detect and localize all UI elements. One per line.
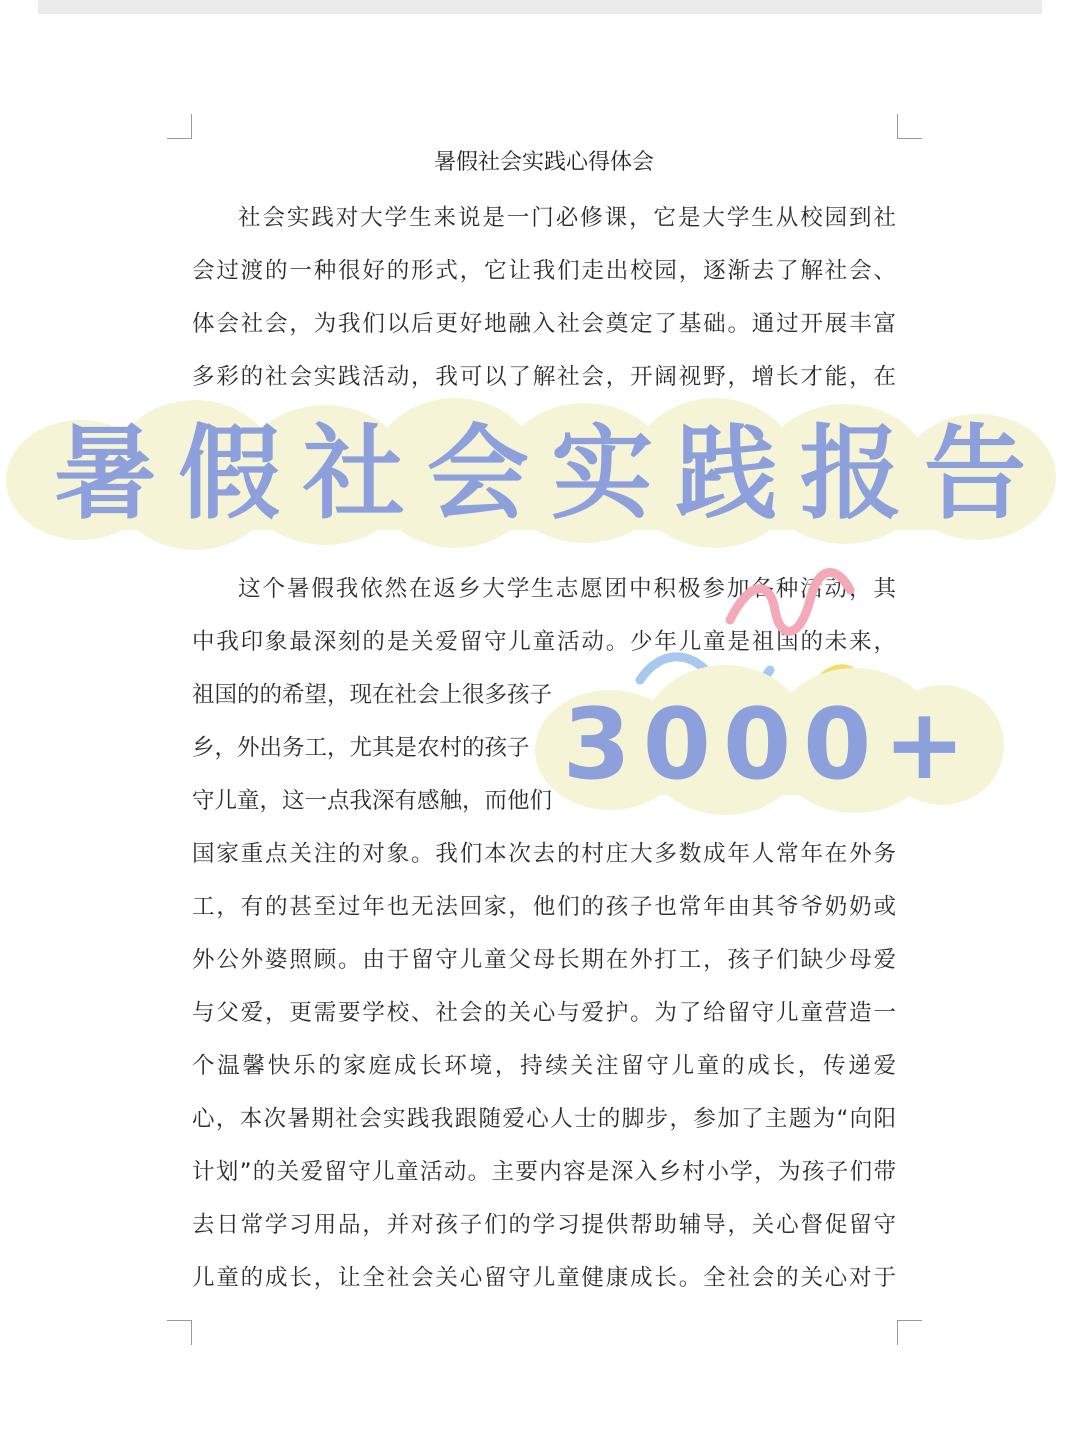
headline-text xyxy=(30,410,1050,540)
crop-mark-bottom-right xyxy=(897,1320,922,1345)
paragraph-line: 心，本次暑期社会实践我跟随爱心人士的脚步，参加了主题为“向阳 xyxy=(192,1106,896,1132)
paragraph-line: 守儿童，这一点我深有感触，而他们 xyxy=(192,788,553,814)
paragraph-line: 与父爱，更需要学校、社会的关心与爱护。为了给留守儿童营造一 xyxy=(192,1000,896,1026)
paragraph-line: 会过渡的一种很好的形式，它让我们走出校园，逐渐去了解社会、 xyxy=(192,258,896,284)
paragraph-line: 祖国的的希望，现在社会上很多孩子 xyxy=(192,682,553,708)
badge-word-count: 3000+ xyxy=(562,688,978,802)
headline-char: 践 xyxy=(675,415,778,534)
paragraph-line: 儿童的成长，让全社会关心留守儿童健康成长。全社会的关心对于 xyxy=(192,1265,896,1291)
paragraph-line: 去日常学习用品，并对孩子们的学习提供帮助辅导，关心督促留守 xyxy=(192,1212,896,1238)
headline-char: 报 xyxy=(799,415,902,534)
headline-char: 会 xyxy=(426,415,529,534)
crop-mark-top-left xyxy=(167,114,192,139)
headline-char: 告 xyxy=(923,415,1026,534)
paragraph-line: 工，有的甚至过年也无法回家，他们的孩子也常年由其爷爷奶奶或 xyxy=(192,894,896,920)
paragraph-line: 个温馨快乐的家庭成长环境，持续关注留守儿童的成长，传递爱 xyxy=(192,1053,896,1079)
crop-mark-top-right xyxy=(897,114,922,139)
headline-char: 假 xyxy=(178,415,281,534)
previous-page-edge xyxy=(38,0,1042,14)
paragraph-line: 国家重点关注的对象。我们本次去的村庄大多数成年人常年在外务 xyxy=(192,841,896,867)
paragraph-line: 多彩的社会实践活动，我可以了解社会，开阔视野，增长才能，在 xyxy=(192,364,896,390)
crop-mark-bottom-left xyxy=(167,1320,192,1345)
document-title: 暑假社会实践心得体会 xyxy=(433,150,654,175)
paragraph-line: 中我印象最深刻的是关爱留守儿童活动。少年儿童是祖国的未来， xyxy=(192,629,896,655)
paragraph-line: 这个暑假我依然在返乡大学生志愿团中积极参加各种活动，其 xyxy=(238,576,896,602)
paragraph-line: 社会实践对大学生来说是一门必修课，它是大学生从校园到社 xyxy=(238,205,896,231)
paragraph-line: 乡，外出务工，尤其是农村的孩子 xyxy=(192,735,530,761)
paragraph-line: 计划”的关爱留守儿童活动。主要内容是深入乡村小学，为孩子们带 xyxy=(192,1159,896,1185)
headline-char: 社 xyxy=(302,415,405,534)
paragraph-line: 外公外婆照顾。由于留守儿童父母长期在外打工，孩子们缺少母爱 xyxy=(192,947,896,973)
headline-char: 暑 xyxy=(54,415,156,534)
paragraph-line: 体会社会，为我们以后更好地融入社会奠定了基础。通过开展丰富 xyxy=(192,311,896,337)
headline-char: 实 xyxy=(551,415,654,534)
